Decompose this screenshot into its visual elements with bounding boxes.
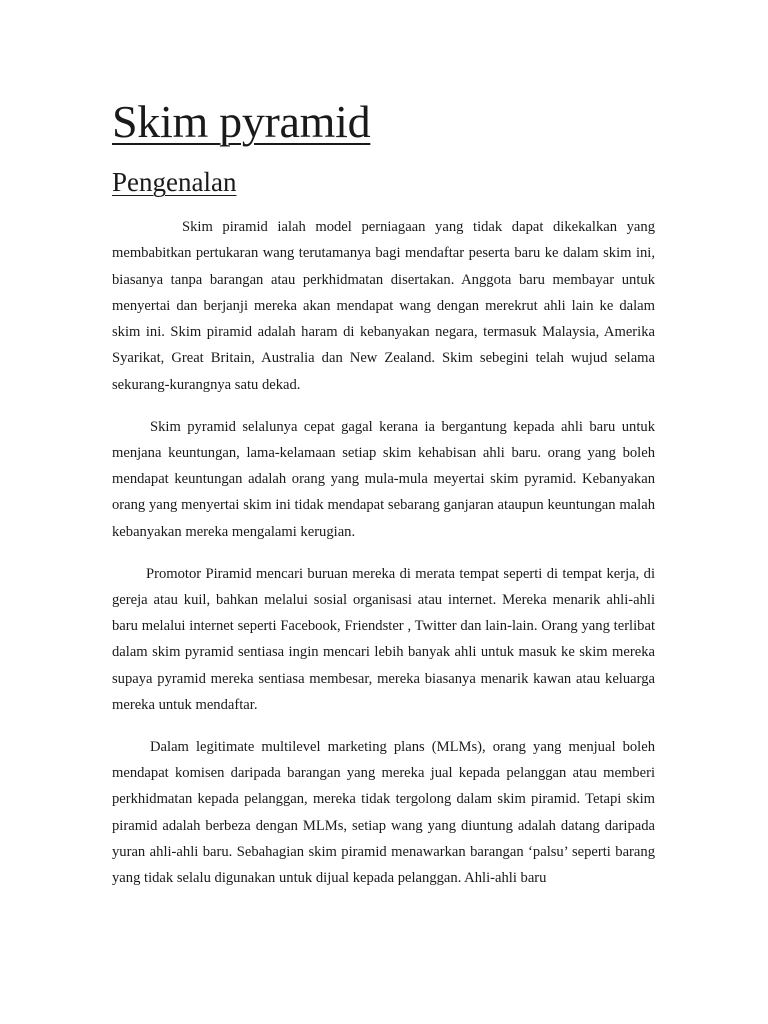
document-title: Skim pyramid [112, 96, 371, 147]
paragraph-4: Dalam legitimate multilevel marketing plans (MLMs), orang yang menjual boleh mendapat komisen daripada barangan yang mereka jual kepada pelanggan atau memberi perkhidmatan kepada pelanggan, mereka tidak tergolong dalam skim piramid. Tetapi skim piramid adalah berbeza dengan MLMs, setiap wang yang diuntung adalah datang daripada yuran ahli-ahli baru. Sebahagian skim piramid menawarkan barangan ‘palsu’ seperti barang yang tidak selalu digunakan untuk dijual kepada pelanggan. Ahli-ahli baru [112, 738, 655, 887]
document-body [112, 214, 655, 907]
paragraph-3: Promotor Piramid mencari buruan mereka di merata tempat seperti di tempat kerja, di gereja atau kuil, bahkan melalui sosial organisasi atau internet. Mereka menarik ahli-ahli baru melalui internet seperti Facebook, Friendster , Twitter dan lain-lain. Orang yang terlibat dalam skim pyramid sentiasa ingin mencari lebih banyak ahli untuk masuk ke skim mereka supaya pyramid mereka sentiasa membesar, mereka biasanya menarik kawan atau keluarga mereka untuk mendaftar. [112, 565, 655, 714]
paragraph-2: Skim pyramid selalunya cepat gagal kerana ia bergantung kepada ahli baru untuk menjana keuntungan, lama-kelamaan setiap skim kehabisan ahli baru. orang yang boleh mendapat keuntungan adalah orang yang mula-mula meyertai skim pyramid. Kebanyakan orang yang menyertai skim ini tidak mendapat sebarang ganjaran ataupun keuntungan malah kebanyakan mereka mengalami kerugian. [112, 418, 655, 540]
section-heading: Pengenalan [112, 167, 237, 197]
paragraph-1: Skim piramid ialah model perniagaan yang tidak dapat dikekalkan yang membabitkan pertukaran wang terutamanya bagi mendaftar peserta baru ke dalam skim ini, biasanya tanpa barangan atau perkhidmatan disertakan. Anggota baru membayar untuk menyertai dan berjanji mereka akan mendapat wang dengan merekrut ahli lain ke dalam skim ini. Skim piramid adalah haram di kebanyakan negara, termasuk Malaysia, Amerika Syarikat, Great Britain, Australia dan New Zealand. Skim sebegini telah wujud selama sekurang-kurangnya satu dekad. [112, 219, 655, 393]
